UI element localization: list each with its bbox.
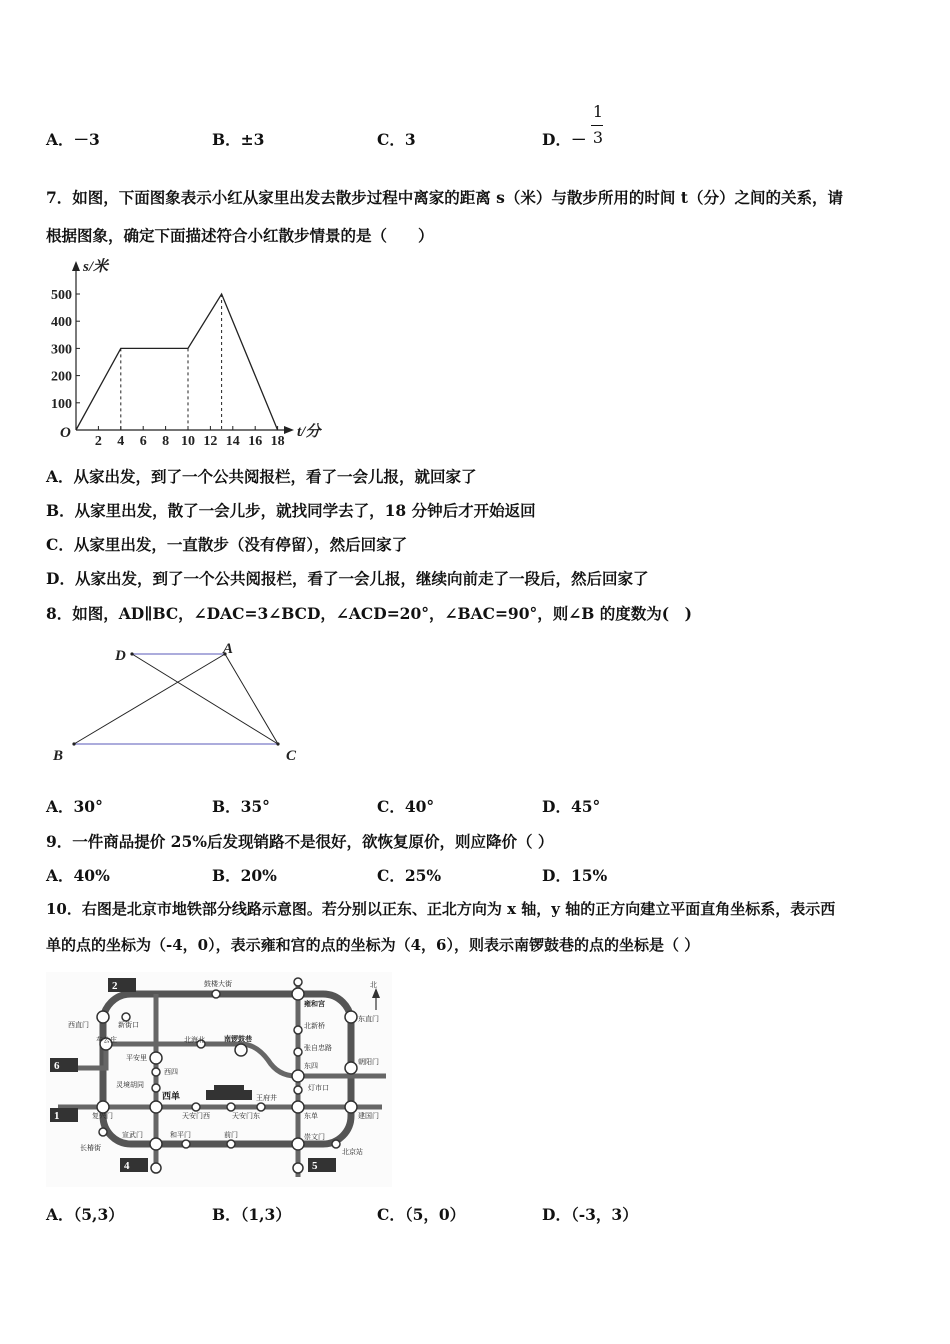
station-dot-qianmen bbox=[227, 1140, 235, 1148]
y-tick-label: 500 bbox=[51, 288, 72, 303]
station-dot-changchunjie bbox=[99, 1128, 107, 1136]
line6-badge-label: 6 bbox=[54, 1060, 60, 1072]
station-dot-chaoyangmen bbox=[345, 1062, 357, 1074]
station-label-tiananmendong: 天安门东 bbox=[232, 1112, 260, 1120]
station-dot-dongdan bbox=[292, 1101, 304, 1113]
station-dot-tiananmendong bbox=[227, 1103, 235, 1111]
station-label-north: 北 bbox=[370, 981, 377, 989]
y-axis-arrow bbox=[72, 261, 80, 271]
segment-ab bbox=[74, 654, 225, 744]
station-label-xidan: 西单 bbox=[162, 1091, 181, 1101]
station-label-hepingmen: 和平门 bbox=[170, 1131, 191, 1139]
x-axis-arrow bbox=[284, 426, 294, 434]
station-label-dongzhimen: 东直门 bbox=[358, 1015, 379, 1023]
line4-badge-label: 4 bbox=[124, 1160, 130, 1172]
station-label-lingjinghutong: 灵境胡同 bbox=[116, 1081, 144, 1089]
q9-option-d[interactable]: D．15% bbox=[542, 866, 608, 885]
q8-option-d[interactable]: D．45° bbox=[542, 797, 601, 816]
series-line-s bbox=[76, 294, 278, 430]
q6-option-d[interactable] bbox=[542, 128, 586, 150]
station-label-dongdan: 东单 bbox=[304, 1112, 318, 1120]
q8-stem: 8．如图，AD∥BC，∠DAC=3∠BCD，∠ACD=20°，∠BAC=90°，则∠B 的度数为( ) bbox=[46, 604, 692, 623]
station-label-chaoyangmen: 朝阳门 bbox=[358, 1058, 379, 1066]
station-dot-xinjiekou bbox=[122, 1013, 130, 1021]
q10-subway-map bbox=[46, 972, 392, 1187]
segment-dc bbox=[132, 654, 278, 744]
q10-option-d[interactable]: D．（-3，3） bbox=[542, 1205, 638, 1224]
station-dot-line4-south bbox=[151, 1163, 161, 1173]
q10-option-a[interactable]: A．（5,3） bbox=[46, 1205, 124, 1224]
station-dot-yonghegong bbox=[292, 988, 304, 1000]
station-dot-dongzhimen bbox=[345, 1011, 357, 1023]
station-label-beihaibei: 北海北 bbox=[184, 1036, 205, 1044]
q7-option-d[interactable]: D．从家出发，到了一个公共阅报栏，看了一会儿报，继续向前走了一段后，然后回家了 bbox=[46, 569, 649, 588]
y-tick-label: 400 bbox=[51, 315, 72, 331]
q10-option-c[interactable]: C．（5，0） bbox=[377, 1205, 466, 1224]
label-b: B bbox=[53, 748, 64, 764]
station-dot-gulou bbox=[212, 990, 220, 998]
station-dot-dongsi bbox=[292, 1070, 304, 1082]
q7-option-b[interactable]: B．从家里出发，散了一会儿步，就找同学去了，18 分钟后才开始返回 bbox=[46, 501, 536, 520]
q10-stem-line2: 单的点的坐标为（-4，0），表示雍和宫的点的坐标为（4，6），则表示南锣鼓巷的点的坐标是（ ） bbox=[46, 936, 700, 954]
x-tick-label: 8 bbox=[162, 434, 170, 449]
q8-option-c[interactable]: C．40° bbox=[377, 797, 435, 816]
x-tick-label: 10 bbox=[181, 434, 195, 449]
x-tick-label: 4 bbox=[117, 434, 125, 449]
x-tick-label: 16 bbox=[248, 434, 263, 449]
station-label-tiananmenxi: 天安门西 bbox=[182, 1112, 210, 1120]
y-tick-label: 100 bbox=[51, 396, 72, 412]
y-axis-label: s/米 bbox=[83, 259, 109, 275]
q9-option-b[interactable]: B．20% bbox=[212, 866, 277, 885]
x-axis-label: t/分 bbox=[297, 424, 321, 440]
station-label-yonghegong: 雍和宫 bbox=[304, 1000, 325, 1008]
line5-badge-label: 5 bbox=[312, 1160, 318, 1172]
q6-option-d-denominator: 3 bbox=[592, 128, 604, 147]
station-label-dengshikou: 灯市口 bbox=[308, 1084, 329, 1092]
station-label-jianguomen: 建国门 bbox=[358, 1112, 379, 1120]
line2-badge-label: 2 bbox=[112, 980, 118, 992]
station-dot-wangfujing bbox=[257, 1103, 265, 1111]
station-dot-tiananmenxi bbox=[192, 1103, 200, 1111]
station-dot-line5-south bbox=[293, 1163, 303, 1173]
q8-option-a[interactable]: A．30° bbox=[46, 797, 103, 816]
station-dot-beijingzhan bbox=[332, 1140, 340, 1148]
station-dot-pinganli bbox=[150, 1052, 162, 1064]
station-label-dongsi: 东四 bbox=[304, 1062, 318, 1070]
label-d: D bbox=[115, 648, 126, 664]
station-label-beixinqiao: 北新桥 bbox=[304, 1022, 325, 1030]
station-dot-hepingmen bbox=[182, 1140, 190, 1148]
q6-option-a[interactable]: A．－3 bbox=[46, 130, 100, 149]
station-label-wangfujing: 王府井 bbox=[256, 1094, 277, 1102]
q7-option-c[interactable]: C．从家里出发，一直散步（没有停留），然后回家了 bbox=[46, 535, 408, 554]
point-d bbox=[130, 652, 133, 655]
tiananmen-building-icon bbox=[206, 1090, 252, 1100]
station-dot-line5-north bbox=[294, 978, 302, 986]
chart-guides bbox=[121, 294, 222, 430]
q6-option-d-prefix: D．－ bbox=[542, 130, 587, 149]
q9-option-a[interactable]: A．40% bbox=[46, 866, 110, 885]
x-tick-label: 2 bbox=[94, 434, 102, 449]
station-dot-zhangzizhonglu bbox=[294, 1048, 302, 1056]
q7-stem-line1: 7．如图，下面图象表示小红从家里出发去散步过程中离家的距离 s（米）与散步所用的时间 t（分）之间的关系，请 bbox=[46, 188, 843, 207]
station-label-xuanwumen: 宣武门 bbox=[122, 1131, 143, 1139]
x-tick-label: 6 bbox=[139, 434, 147, 449]
station-label-zhangzizhonglu: 张自忠路 bbox=[304, 1044, 332, 1052]
station-dot-lingjinghutong bbox=[152, 1084, 160, 1092]
station-label-changchunjie: 长椿街 bbox=[80, 1144, 101, 1152]
station-label-beijingzhan: 北京站 bbox=[342, 1148, 363, 1156]
station-label-chegongzhuang: 车公庄 bbox=[96, 1036, 117, 1044]
station-label-gulou: 鼓楼大街 bbox=[204, 980, 232, 988]
station-dot-beixinqiao bbox=[294, 1026, 302, 1034]
point-c bbox=[276, 742, 279, 745]
segment-ac bbox=[225, 654, 278, 744]
station-dot-xizhimen bbox=[97, 1011, 109, 1023]
station-dot-xuanwumen bbox=[150, 1138, 162, 1150]
q7-distance-time-chart bbox=[40, 255, 340, 450]
station-label-fuxingmen: 复兴门 bbox=[92, 1112, 113, 1120]
point-b bbox=[72, 742, 75, 745]
q10-option-b[interactable]: B．（1,3） bbox=[212, 1205, 291, 1224]
origin-label: O bbox=[60, 425, 71, 441]
station-dot-xidan bbox=[150, 1101, 162, 1113]
q7-option-a[interactable]: A．从家出发，到了一个公共阅报栏，看了一会儿报，就回家了 bbox=[46, 467, 477, 486]
label-a: A bbox=[223, 641, 234, 657]
q6-option-d-numerator: 1 bbox=[592, 102, 604, 121]
station-dot-nanluoguxiang bbox=[235, 1044, 247, 1056]
chart-axes bbox=[72, 261, 294, 434]
station-dot-jianguomen bbox=[345, 1101, 357, 1113]
station-dot-chongwenmen bbox=[292, 1138, 304, 1150]
y-tick-label: 200 bbox=[51, 369, 72, 385]
station-dot-xisi bbox=[152, 1068, 160, 1076]
station-dot-dengshikou bbox=[294, 1086, 302, 1094]
chart-ticks bbox=[51, 288, 285, 449]
station-label-pinganli: 平安里 bbox=[126, 1054, 147, 1062]
q7-stem-line2: 根据图象，确定下面描述符合小红散步情景的是（ ） bbox=[46, 226, 434, 245]
q8-option-b[interactable]: B．35° bbox=[212, 797, 270, 816]
y-tick-label: 300 bbox=[51, 342, 72, 358]
station-label-xisi: 西四 bbox=[164, 1068, 178, 1076]
station-label-xizhimen: 西直门 bbox=[68, 1021, 89, 1029]
x-tick-label: 18 bbox=[270, 434, 285, 449]
q6-option-d-fraction-bar bbox=[591, 125, 603, 126]
station-label-nanluoguxiang: 南锣鼓巷 bbox=[224, 1035, 252, 1043]
q9-option-c[interactable]: C．25% bbox=[377, 866, 442, 885]
q9-stem: 9．一件商品提价 25%后发现销路不是很好，欲恢复原价，则应降价（ ） bbox=[46, 832, 554, 851]
station-label-chongwenmen: 崇文门 bbox=[304, 1133, 325, 1141]
q6-option-b[interactable]: B．±3 bbox=[212, 130, 265, 149]
station-label-xinjiekou: 新街口 bbox=[118, 1021, 139, 1029]
x-tick-label: 12 bbox=[203, 434, 218, 449]
label-c: C bbox=[286, 748, 297, 764]
q6-option-c[interactable]: C．3 bbox=[377, 130, 416, 149]
station-label-qianmen: 前门 bbox=[224, 1131, 238, 1139]
q8-geometry-figure bbox=[40, 630, 320, 780]
x-tick-label: 14 bbox=[225, 434, 240, 449]
q10-stem-line1: 10．右图是北京市地铁部分线路示意图。若分别以正东、正北方向为 x 轴，y 轴的正方向建立平面直角坐标系，表示西 bbox=[46, 900, 836, 918]
line1-badge-label: 1 bbox=[54, 1110, 60, 1122]
